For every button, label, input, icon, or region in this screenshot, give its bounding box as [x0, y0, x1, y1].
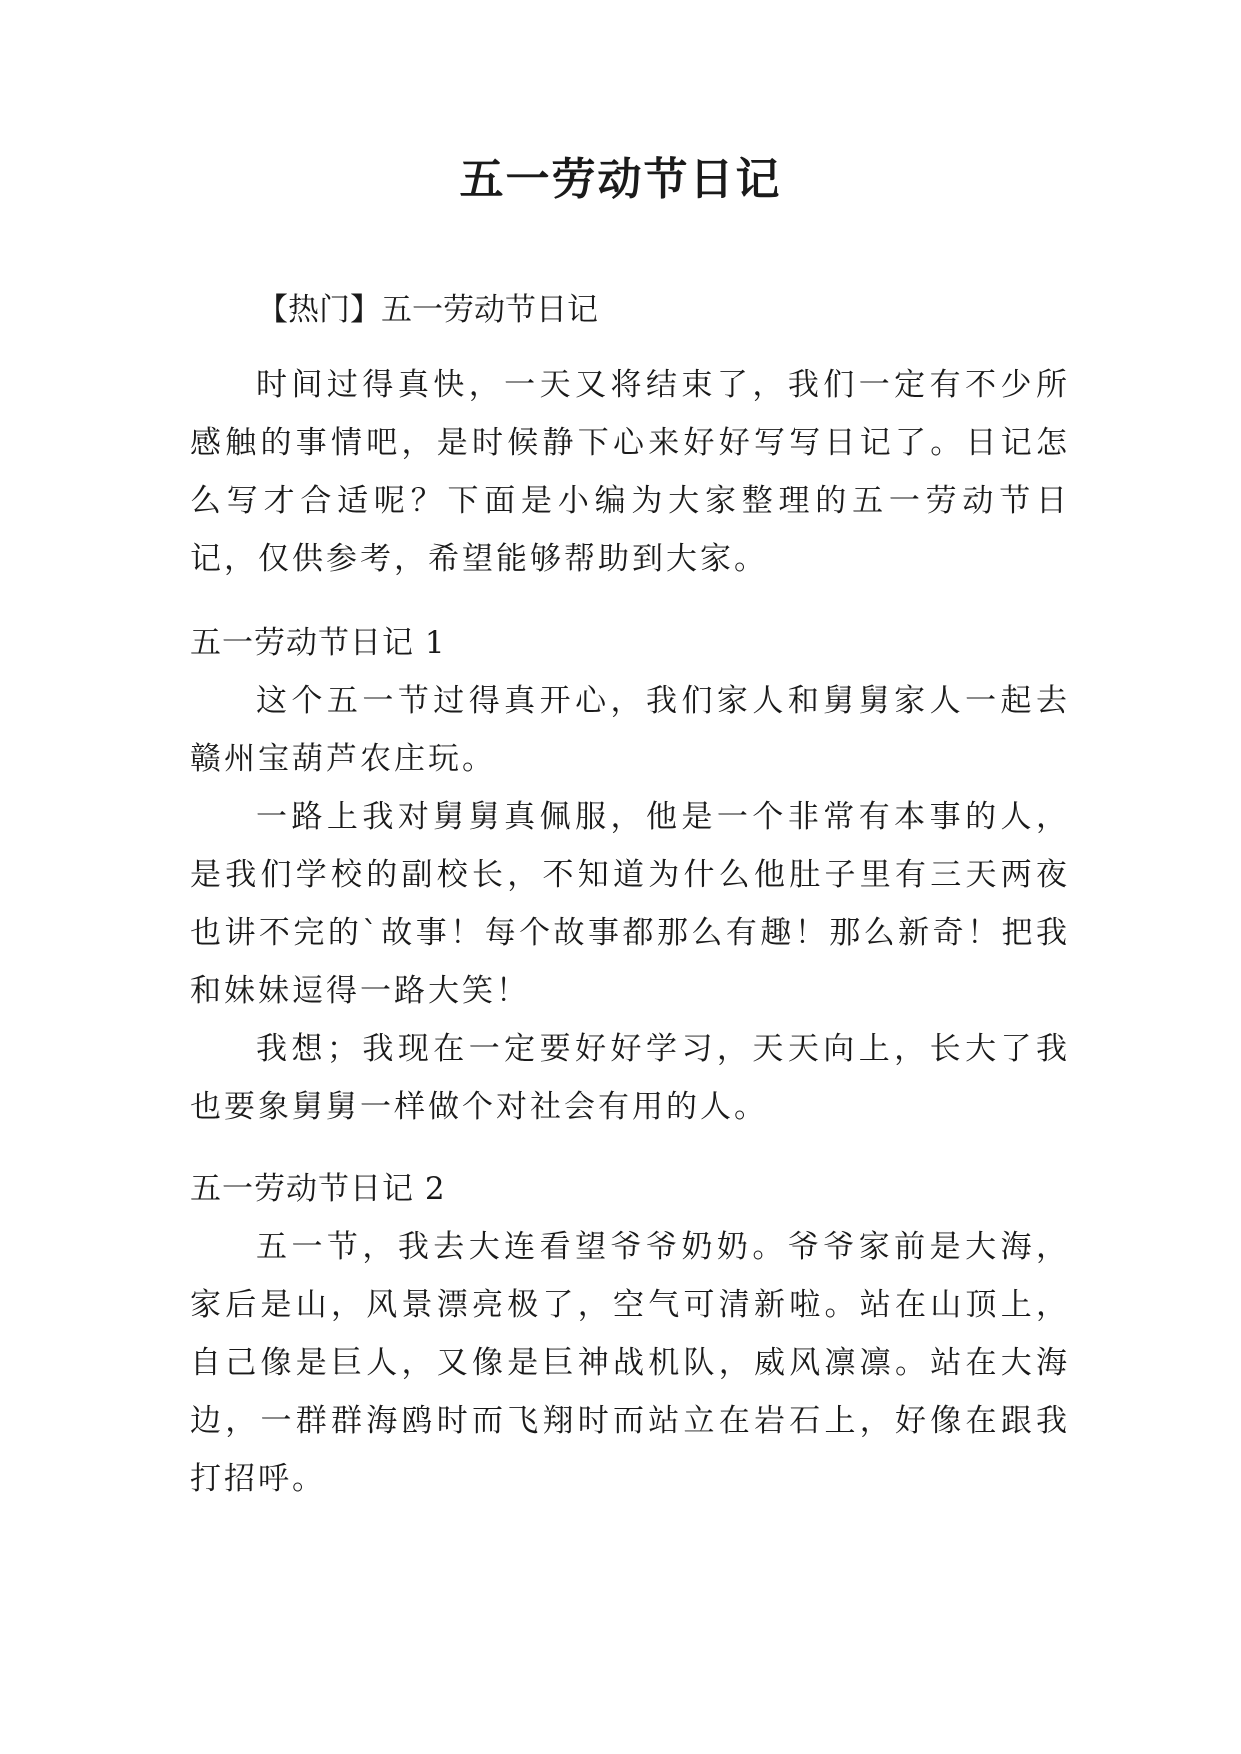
section-paragraph: 这个五一节过得真开心，我们家人和舅舅家人一起去赣州宝葫芦农庄玩。: [190, 683, 1070, 777]
document-subtitle: 【热门】五一劳动节日记: [257, 292, 598, 328]
section-paragraph: 一路上我对舅舅真佩服，他是一个非常有本事的人，是我们学校的副校长，不知道为什么他肚子里有三天两夜也讲不完的`故事！每个故事都那么有趣！那么新奇！把我和妹妹逗得一路大笑！: [190, 799, 1070, 1009]
section-heading: 五一劳动节日记 1: [190, 625, 446, 661]
page-title: 五一劳动节日记: [459, 154, 782, 205]
section-heading: 五一劳动节日记 2: [190, 1171, 446, 1207]
diary-section-2: [190, 1160, 1070, 1508]
diary-section-1: [190, 614, 1070, 1136]
section-paragraph: 我想；我现在一定要好好学习，天天向上，长大了我也要象舅舅一样做个对社会有用的人。: [190, 1031, 1070, 1125]
intro-paragraph: 时间过得真快，一天又将结束了，我们一定有不少所感触的事情吧，是时候静下心来好好写写日记了。日记怎么写才合适呢？下面是小编为大家整理的五一劳动节日记，仅供参考，希望能够帮助到大家。: [190, 367, 1070, 577]
intro-block: [190, 356, 1070, 588]
section-paragraph: 五一节，我去大连看望爷爷奶奶。爷爷家前是大海，家后是山，风景漂亮极了，空气可清新啦。站在山顶上，自己像是巨人，又像是巨神战机队，威风凛凛。站在大海边，一群群海鸥时而飞翔时而站立在岩石上，好像在跟我打招呼。: [190, 1229, 1070, 1497]
